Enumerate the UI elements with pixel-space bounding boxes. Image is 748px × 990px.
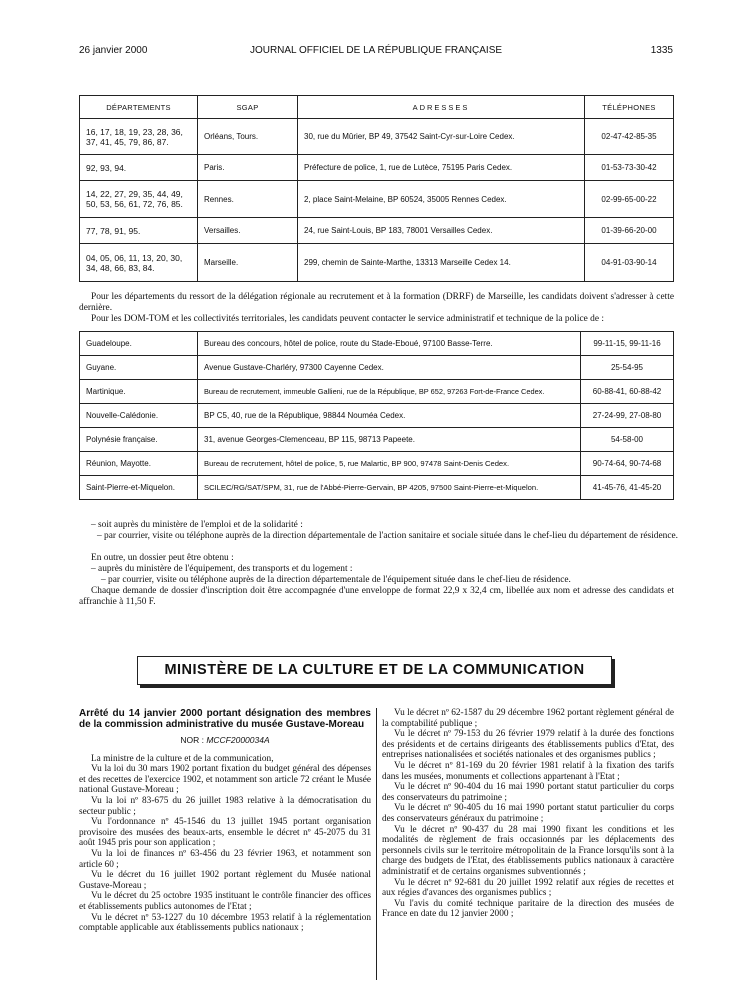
table-row [80, 155, 674, 181]
cell-telephone: 25-54-95 [581, 356, 674, 380]
col-header-sgap: SGAP [198, 96, 298, 119]
table-row [80, 404, 674, 428]
cell-telephone: 60-88-41, 60-88-42 [581, 380, 674, 404]
paragraph: Vu le décret nº 81-169 du 20 février 1981 relatif à la fixation des tarifs dans les musées, monuments et collections appartenant à l'Etat ; [382, 760, 674, 782]
paragraph: Vu le décret du 25 octobre 1935 instituant le contrôle financier des offices et établissements publics autonomes de l'Etat ; [79, 891, 371, 912]
cell-territoire: Réunion, Mayotte. [80, 452, 198, 476]
paragraph: Vu la loi du 30 mars 1902 portant fixation du budget général des dépenses et des recettes de l'exercice 1902, et notamment son article 72 créant le Musée national Gustave-Moreau ; [79, 764, 371, 796]
table-row [80, 476, 674, 500]
paragraph: Vu l'ordonnance nº 45-1546 du 13 juillet 1945 portant organisation provisoire des musées des beaux-arts, ensemble le décret nº 45-2075 du 31 août 1945 pris pour son application ; [79, 817, 371, 849]
table-row [80, 332, 674, 356]
text-courrier-dde: – par courrier, visite ou téléphone auprès de la direction départementale de l'équipement située dans le chef-lieu de résidence. [101, 575, 571, 585]
cell-sgap: Orléans, Tours. [198, 119, 298, 155]
cell-adresse: 299, chemin de Sainte-Marthe, 13313 Marseille Cedex 14. [298, 244, 585, 282]
paragraph: Vu la loi nº 83-675 du 26 juillet 1983 relative à la démocratisation du secteur public ; [79, 795, 371, 817]
right-column [382, 708, 674, 920]
column-divider [376, 708, 377, 980]
cell-telephone: 27-24-99, 27-08-80 [581, 404, 674, 428]
domtom-addresses-table [79, 331, 674, 500]
table-row [80, 244, 674, 282]
cell-telephone: 01-53-73-30-42 [585, 155, 674, 181]
col-header-adresses: ADRESSES [298, 96, 585, 119]
paragraph: Vu le décret du 16 juillet 1902 portant règlement du Musée national Gustave-Moreau ; [79, 870, 371, 891]
paragraph: Vu le décret nº 79-153 du 26 février 1979 relatif à la durée des fonctions des présidents et de certains dirigeants des établissements publics d'Etat, des entreprises nationalisées et sociétés nationales et des organismes publics ; [382, 729, 674, 761]
arrete-title: Arrêté du 14 janvier 2000 portant désignation des membres de la commission administrative du musée Gustave-Moreau [79, 708, 371, 730]
paragraph: La ministre de la culture et de la communication, [91, 753, 274, 764]
sgap-addresses-table [79, 95, 674, 282]
header-date: 26 janvier 2000 [79, 45, 148, 56]
table-header-row [80, 96, 674, 119]
cell-adresse: Bureau de recrutement, immeuble Gallieni, rue de la République, BP 652, 97263 Fort-de-France Cedex. [198, 380, 581, 404]
cell-departements: 77, 78, 91, 95. [80, 218, 198, 244]
cell-adresse: Bureau de recrutement, hôtel de police, 5, rue Malartic, BP 900, 97478 Saint-Denis Cedex. [198, 452, 581, 476]
col-header-telephones: TÉLÉPHONES [585, 96, 674, 119]
cell-departements: 04, 05, 06, 11, 13, 20, 30, 34, 48, 66, 83, 84. [80, 244, 198, 282]
cell-sgap: Marseille. [198, 244, 298, 282]
nor-reference [79, 735, 371, 746]
table-row [80, 218, 674, 244]
cell-adresse: BP C5, 40, rue de la République, 98844 Nouméa Cedex. [198, 404, 581, 428]
cell-sgap: Versailles. [198, 218, 298, 244]
paragraph: Vu le décret nº 90-437 du 28 mai 1990 fixant les conditions et les modalités de règlement de frais occasionnés par les déplacements des personnels civils sur le territoire métropolitain de la France lorsqu'ils sont à la charge des budgets de l'Etat, des établissements publics nationaux à caractère administratif et de certains organismes subventionnés ; [382, 824, 674, 877]
table-row [80, 119, 674, 155]
text-ministere-emploi: – soit auprès du ministère de l'emploi et de la solidarité : [91, 520, 303, 530]
table-row [80, 380, 674, 404]
cell-telephone: 01-39-66-20-00 [585, 218, 674, 244]
cell-adresse: SCILEC/RG/SAT/SPM, 31, rue de l'Abbé-Pierre-Gervain, BP 4205, 97500 Saint-Pierre-et-Miquelon. [198, 476, 581, 500]
intro-paragraph-domtom: Pour les DOM-TOM et les collectivités territoriales, les candidats peuvent contacter le service administratif et technique de la police de : [91, 314, 604, 324]
table-row [80, 452, 674, 476]
nor-code: MCCF2000034A [206, 735, 270, 745]
left-column [79, 708, 371, 934]
cell-territoire: Nouvelle-Calédonie. [80, 404, 198, 428]
cell-telephone: 02-99-65-00-22 [585, 181, 674, 218]
nor-label: NOR : [180, 735, 207, 745]
paragraph: Vu le décret nº 53-1227 du 10 décembre 1953 relatif à la réglementation comptable applicable aux établissements publics nationaux ; [79, 912, 371, 934]
journal-title: JOURNAL OFFICIEL DE LA RÉPUBLIQUE FRANÇAISE [249, 45, 503, 56]
paragraph: Vu le décret nº 62-1587 du 29 décembre 1962 portant règlement général de la comptabilité publique ; [382, 708, 674, 729]
cell-sgap: Paris. [198, 155, 298, 181]
table-row [80, 428, 674, 452]
cell-territoire: Guyane. [80, 356, 198, 380]
cell-adresse: Bureau des concours, hôtel de police, route du Stade-Eboué, 97100 Basse-Terre. [198, 332, 581, 356]
cell-territoire: Polynésie française. [80, 428, 198, 452]
cell-departements: 92, 93, 94. [80, 155, 198, 181]
cell-telephone: 99-11-15, 99-11-16 [581, 332, 674, 356]
table-row [80, 356, 674, 380]
text-demande-dossier: Chaque demande de dossier d'inscription doit être accompagnée d'une enveloppe de format 22,9 x 32,4 cm, libellée aux nom et adresse des candidats et affranchie à 11,50 F. [79, 586, 674, 607]
cell-telephone: 02-47-42-85-35 [585, 119, 674, 155]
text-ministere-equipement: – auprès du ministère de l'équipement, des transports et du logement : [91, 564, 353, 574]
paragraph: Vu le décret nº 90-404 du 16 mai 1990 portant statut particulier du corps des conservateurs du patrimoine ; [382, 782, 674, 803]
cell-adresse: Préfecture de police, 1, rue de Lutèce, 75195 Paris Cedex. [298, 155, 585, 181]
intro-paragraph-drrf: Pour les départements du ressort de la délégation régionale au recrutement et à la formation (DRRF) de Marseille, les candidats doivent s'adresser à cette dernière. [79, 292, 674, 313]
cell-adresse: 24, rue Saint-Louis, BP 183, 78001 Versailles Cedex. [298, 218, 585, 244]
cell-adresse: 31, avenue Georges-Clemenceau, BP 115, 98713 Papeete. [198, 428, 581, 452]
paragraph: Vu la loi de finances nº 63-456 du 23 février 1963, et notamment son article 60 ; [79, 848, 371, 870]
cell-territoire: Martinique. [80, 380, 198, 404]
page-header [79, 45, 673, 59]
cell-adresse: 2, place Saint-Melaine, BP 60524, 35005 Rennes Cedex. [298, 181, 585, 218]
cell-telephone: 54-58-00 [581, 428, 674, 452]
cell-territoire: Saint-Pierre-et-Miquelon. [80, 476, 198, 500]
cell-adresse: Avenue Gustave-Charléry, 97300 Cayenne Cedex. [198, 356, 581, 380]
paragraph: Vu l'avis du comité technique paritaire de la direction des musées de France en date du 12 janvier 2000 ; [382, 898, 674, 920]
text-courrier-ddass: – par courrier, visite ou téléphone auprès de la direction départementale de l'action sanitaire et sociale située dans le chef-lieu du département de résidence. [97, 531, 679, 541]
cell-telephone: 04-91-03-90-14 [585, 244, 674, 282]
page-number: 1335 [650, 45, 673, 56]
cell-sgap: Rennes. [198, 181, 298, 218]
cell-telephone: 41-45-76, 41-45-20 [581, 476, 674, 500]
cell-departements: 16, 17, 18, 19, 23, 28, 36, 37, 41, 45, 79, 86, 87. [80, 119, 198, 155]
paragraph: Vu le décret nº 92-681 du 20 juillet 1992 relatif aux régies de recettes et aux régies d'avances des organismes publics ; [382, 877, 674, 899]
cell-territoire: Guadeloupe. [80, 332, 198, 356]
table-row [80, 181, 674, 218]
cell-telephone: 90-74-64, 90-74-68 [581, 452, 674, 476]
text-en-outre: En outre, un dossier peut être obtenu : [91, 553, 234, 563]
cell-departements: 14, 22, 27, 29, 35, 44, 49, 50, 53, 56, 61, 72, 76, 85. [80, 181, 198, 218]
paragraph: Vu le décret nº 90-405 du 16 mai 1990 portant statut particulier du corps des conservateurs généraux du patrimoine ; [382, 803, 674, 824]
ministry-banner: MINISTÈRE DE LA CULTURE ET DE LA COMMUNICATION [137, 656, 612, 685]
col-header-departements: DÉPARTEMENTS [80, 96, 198, 119]
cell-adresse: 30, rue du Mûrier, BP 49, 37542 Saint-Cyr-sur-Loire Cedex. [298, 119, 585, 155]
